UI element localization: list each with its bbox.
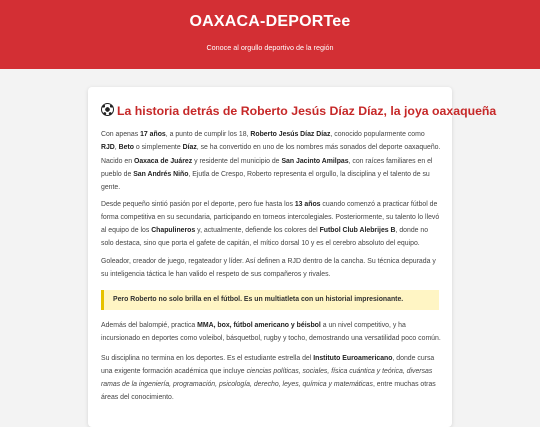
bold-text: Futbol Club Alebrijes B [319,227,396,234]
article-title [101,103,497,118]
site-title[interactable]: OAXACA-DEPORTee [189,13,351,30]
site-tagline: Conoce al orgullo deportivo de la región [206,43,334,52]
article-title-text: La historia detrás de Roberto Jesús Díaz Díaz, la joya oaxaqueña [117,104,497,118]
bold-text: 17 años [140,131,166,138]
highlight-callout: Pero Roberto no solo brilla en el fútbol. Es un multiatleta con un historial impresionante. [101,290,439,310]
bold-text: San Jacinto Amilpas [281,158,349,165]
paragraph-intro: Con apenas 17 años, a punto de cumplir los 18, Roberto Jesús Díaz Díaz, conocido popularmente como RJD, Beto o simplemente Díaz, se ha convertido en uno de los nombres más sonados del deporte oaxaqueño. [101,131,441,151]
bold-text: MMA, box, fútbol americano y béisbol [197,322,321,329]
bold-text: Díaz [182,144,197,151]
paragraph-origin: Nacido en Oaxaca de Juárez y residente del municipio de San Jacinto Amilpas, con raíces familiares en el pueblo de San Andrés Niño, Ejutla de Crespo, Roberto representa el orgullo, la disciplina y el talento de su gente. [101,158,433,191]
site-header [0,0,540,69]
paragraph-multisport: Además del balompié, practica MMA, box, fútbol americano y béisbol a un nivel competitivo, y ha incursionado en deportes como voleibol, básquetbol, rugby y tocho, demostrando una versatilidad poco común. [101,322,441,342]
bold-text: Beto [118,144,134,151]
bold-text: San Andrés Niño [133,171,189,178]
paragraph-skills: Goleador, creador de juego, regateador y líder. Así definen a RJD dentro de la cancha. Su técnica depurada y su inteligencia táctica le han valido el respeto de sus compañeros y rivales. [101,258,436,278]
bold-text: 13 años [294,201,321,208]
italic-text: ciencias políticas, sociales, física cuántica y teórica, diversas ramas de la ingeniería, programación, psicología, derecho, leyes, química y matemáticas [101,368,433,388]
bold-text: Chapulineros [151,227,196,234]
article-card [88,87,497,427]
paragraph-academics: Su disciplina no termina en los deportes. Es el estudiante estrella del Instituto Euroamericano, donde cursa una exigente formación académica que incluye ciencias políticas, sociales, física cuántica y teórica, diversas ramas de la ingeniería, programación, psicología, derecho, leyes, química y matemáticas, entre muchas otras áreas del conocimiento. [101,355,436,401]
paragraph-career: Desde pequeño sintió pasión por el deporte, pero fue hasta los 13 años cuando comenzó a practicar fútbol de forma competitiva en su secundaria, participando en torneos intercolegiales. Posteriormente, su talento lo llevó al equipo de los Chapulineros y, actualmente, defiende los colores del Futbol Club Alebrijes B, donde no solo destaca, sino que porta el gafete de capitán, el mítico dorsal 10 y es el cerebro absoluto del equipo. [101,201,440,247]
bold-text: RJD [101,144,115,151]
bold-text: Roberto Jesús Díaz Díaz [250,131,331,138]
bold-text: Instituto Euroamericano [313,355,393,362]
bold-text: Oaxaca de Juárez [133,158,193,165]
soccer-ball-icon [101,103,114,116]
